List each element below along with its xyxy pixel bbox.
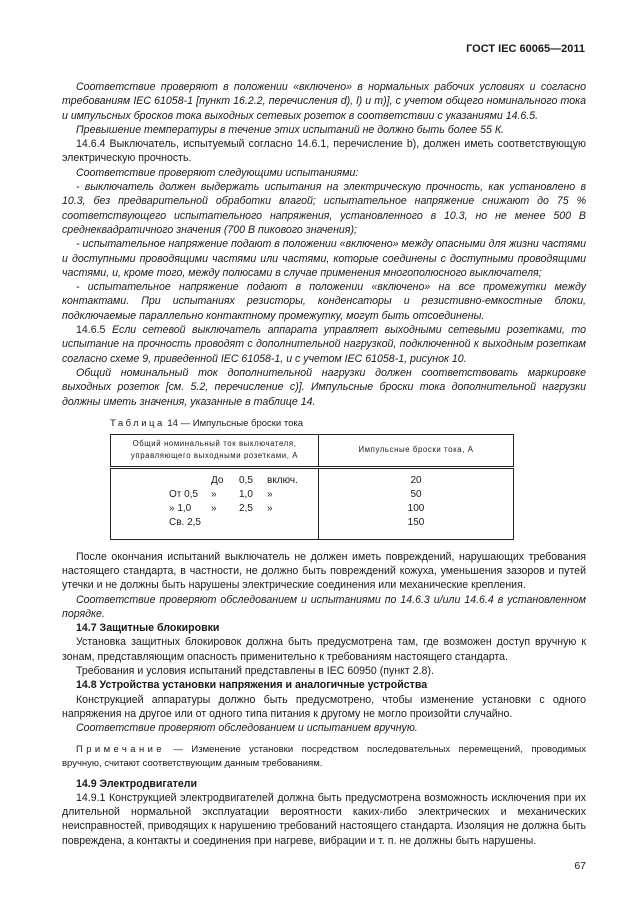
note <box>62 743 586 771</box>
caption-label: Таблица <box>110 417 165 429</box>
paragraph-14-6-4: 14.6.4 Выключатель, испытуемый согласно 14.6.1, перечисление b), должен иметь соответствующую электрическую прочность. <box>62 138 586 165</box>
note-text: — Изменение установки посредством последовательных перемещений, проводимых вручную, считают соответствующим данным требованиям. <box>62 743 586 769</box>
page-number: 67 <box>574 859 586 872</box>
table-row: Св. 2,5 <box>169 517 201 529</box>
table-cell-value: 50 <box>410 489 422 501</box>
table-header-rated-current: Общий номинальный ток выключателя, управляющего выходными розетками, А <box>111 434 319 467</box>
paragraph: Соответствие проверяют в положении «включено» в нормальных рабочих условиях и согласно требованиям IEC 61058-1 [пункт 16.2.2, перечисления d), l) и m)], с учетом общего номинального тока и импульсных бросков тока выходных сетевых розеток в соответствии с указаниями 14.6.5. <box>62 81 586 122</box>
note-label: Примечание <box>76 743 165 755</box>
table-cell-value: 100 <box>407 503 425 515</box>
paragraph: Соответствие проверяют обследованием и испытаниями по 14.6.3 и/или 14.6.4 в установленном порядке. <box>62 593 586 620</box>
list-item: - испытательное напряжение подают в положении «включено» на все промежутки между контактами. При испытаниях резисторы, конденсаторы и резистивно-емкостные блоки, подключаемые параллельно контактному промежутку, могут быть отсоединены. <box>62 281 586 322</box>
table-row: От 0,5 » 1,0 » <box>169 489 273 501</box>
table-header-inrush-current: Импульсные броски тока, А <box>319 434 514 467</box>
page-body <box>62 80 586 872</box>
paragraph: Соответствие проверяют следующими испытаниями: <box>76 166 359 179</box>
section-heading-14-9: 14.9 Электродвигатели <box>76 777 197 790</box>
list-item: - испытательное напряжение подают в положении «включено» между опасными для жизни частями и доступными проводящими частями или частями, которые соединены с доступными проводящими частями, и, кроме того, между полюсами в случае применения многополюсного выключателя; <box>62 238 586 279</box>
paragraph-14-9-1: 14.9.1 Конструкцией электродвигателей должна быть предусмотрена возможность исключения при их длительной нормальной эксплуатации вероятности каких-либо электрических и механических неисправностей, приводящих к нарушению требований настоящего стандарта. Изоляция не должна быть повреждена, а контакты и соединения при нагреве, вибрации и т. п. не должны быть нарушены. <box>62 791 586 847</box>
current-range-column <box>111 467 319 539</box>
caption-text: 14 — Импульсные броски тока <box>164 417 304 429</box>
section-heading-14-7: 14.7 Защитные блокировки <box>76 622 220 635</box>
paragraph: Конструкцией аппаратуры должно быть предусмотрено, чтобы изменение установки с одного напряжения на другое или от одного типа питания к другому не могло произойти случайно. <box>62 693 586 720</box>
paragraph: После окончания испытаний выключатель не должен иметь повреждений, нарушающих требования настоящего стандарта, в частности, не должно быть повреждений кожуха, уменьшения зазоров и путей утечки и не должны быть нарушены электрические соединения или механические крепления. <box>62 550 586 592</box>
document-code-header: ГОСТ IEC 60065—2011 <box>466 43 585 55</box>
table-cell-value: 150 <box>407 517 425 529</box>
paragraph: Общий номинальный ток дополнительной нагрузки должен соответствовать маркировке выходных розеток [см. 5.2, перечисление с)]. Импульсные броски тока дополнительной нагрузки должны иметь значения, указанные в таблице 14. <box>62 366 586 408</box>
table-row: До 0,5 включ. <box>211 474 298 486</box>
paragraph: Установка защитных блокировок должна быть предусмотрена там, где возможен доступ вручную к зонам, представляющим опасность применительно к требованиям настоящего стандарта. <box>62 636 586 663</box>
paragraph-14-6-5 <box>62 323 586 366</box>
inrush-current-table <box>110 434 514 540</box>
paragraph: Превышение температуры в течение этих испытаний не должно быть более 55 К. <box>76 123 505 136</box>
clause-text: Если сетевой выключатель аппарата управляет выходными сетевыми розетками, то испытание на прочность проводят с дополнительной нагрузкой, подключенной к выходным розеткам согласно схеме 9, приведенной IEC 61058-1, и с учетом IEC 61058-1, рисунок 10. <box>62 324 586 365</box>
table-body-row <box>111 467 514 539</box>
table-caption <box>110 417 586 430</box>
section-heading-14-8: 14.8 Устройства установки напряжения и аналогичные устройства <box>76 679 428 692</box>
table-cell-value: 20 <box>410 474 422 486</box>
paragraph: Соответствие проверяют обследованием и испытанием вручную. <box>76 722 418 735</box>
clause-number: 14.6.5 <box>76 324 106 337</box>
table-row: » 1,0 » 2,5 » <box>169 503 273 515</box>
paragraph: Требования и условия испытаний представлены в IEC 60950 (пункт 2.8). <box>76 665 434 678</box>
inrush-value-column <box>319 467 514 539</box>
list-item: - выключатель должен выдержать испытания на электрическую прочность, как установлено в 10.3, без предварительной обработки влагой; испытательное напряжение снижают до 75 % соответствующего испытательного напряжения, установленного в 10.3, но не менее 500 В среднеквадратичного значения (700 В пикового значения); <box>62 181 586 236</box>
